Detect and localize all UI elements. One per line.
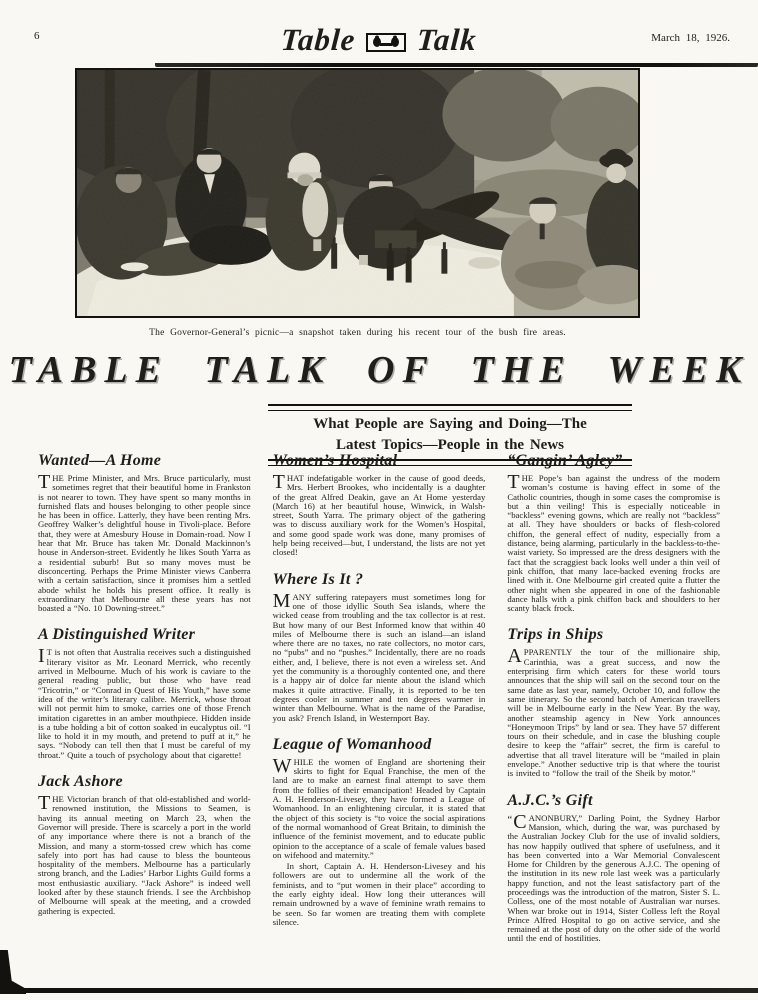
article-paragraph: WHILE the women of England are shortening their skirts to fight for Equal Franchise, the men of the land are to make an earnest final attempt to save them from the follies of their emancipation! Headed by Captain A. H. Henderson-Livesey, they have formed a League of Womanhood. In an enlightening circular, it is stated that the object of this society is “to voice the social aspirations of the normal womanhood of Great Britain, to diminish the influence of the feminist movement, and to educate public opinion to the acceptance of a scale of female values based on wifehood and maternity.”: [272, 754, 486, 860]
article-title: Women’s Hospital: [272, 452, 398, 469]
article-title: “Gangin’ Agley”: [507, 452, 623, 469]
masthead: [0, 22, 758, 60]
drop-cap: I: [38, 645, 45, 668]
drop-cap: W: [272, 754, 292, 777]
photo-caption: The Governor-General’s picnic—a snapshot taken during his recent tour of the bush fire areas.: [149, 328, 566, 338]
article-paragraph: In short, Captain A. H. Henderson-Livesey and his followers are out to undermine all the work of the feminists, and to “put women in their place” according to the early eighty ideal. How long their utterances will remain undrowned by a wave of feminine wrath remains to be seen. So far women are treating them with complete silence.: [272, 861, 486, 927]
article-paragraph: THE Victorian branch of that old-established and world-renowned institution, the Missions to Seamen, is having its annual meeting on March 23, when the Governor will preside. There is scarcely a port in the world of any importance where there is not a branch of the Mission, and many a storm-tossed crew which has come safely into port has had cause to bless the bounteous hospitality of the members. Melbourne has a particularly strong branch, and the Ladies’ Harbor Lights Guild forms a most enthusiastic auxiliary. “Jack Ashore” is indeed well looked after by these staunch friends. I see the Archbishop of Melbourne will speak at the meeting, and a crowded gathering is expected.: [38, 792, 251, 916]
article-columns: [38, 452, 720, 957]
masthead-word-talk: Talk: [415, 22, 479, 57]
article-title: Trips in Ships: [507, 626, 604, 644]
article-paragraph: THE Prime Minister, and Mrs. Bruce particularly, must sometimes regret that their beautiful home in Frankston is not nearer to town. They have spent so many months in furnished flats and houses belonging to other people since he has been in office. Latterly, they have been renting Mrs. Geoffrey Walker’s delightful house in Tivoli-place. Before that, they were at Amesbury House in Domain-road. Now I hear that Mr. Bruce has taken Mr. Donald Mackinnon’s house in Anderson-street. Evidently he likes South Yarra as a residential suburb! But so many moves must be disconcerting. Perhaps the Prime Minister views Canberra with a certain satisfaction, since it promises him a settled abode whilst he holds his present office. It really is extraordinary that Melbourne all these years has not boasted a “No. 10 Downing-street.”: [38, 471, 251, 614]
article-title: A Distinguished Writer: [38, 626, 196, 644]
leading-quote: “: [507, 813, 513, 826]
article: [38, 452, 251, 613]
drop-cap: T: [38, 471, 51, 493]
article: [38, 773, 251, 916]
diners-at-table-emblem-icon: [366, 24, 406, 60]
column-1: [38, 452, 251, 957]
article-paragraph: THE Pope’s ban against the undress of the modern woman’s costume is having effect in some of the Catholic countries, though in some cases the compromise is but a thin veiling! This is especially noticeable in “backless” evening gowns, which are really not “backless” at all. They have shoulders or backs of flesh-colored chiffon, the general effect of nudity, especially from a distance, being alarming, particularly in the backless-to-the-waist variety. So impressed are the dress designers with the fact that the scraggiest back looks well under a thin veil of pink chiffon, that many lace-backed evening frocks are lined with it. One Melbourne girl created quite a flutter the other night when she appeared in one of the fashionable dance halls with a pink chiffon back and shoulders to her scanty black frock.: [507, 471, 721, 614]
drop-cap: C: [513, 810, 527, 833]
article: [38, 626, 251, 760]
article-paragraph: I T is not often that Australia receives such a distinguished literary visitor as Mr. Leonard Merrick, who recently arrived in Melbourne. Much of his work is caviare to the general reading public, but those who have read “Tricotrin,” or “Conrad in Quest of His Youth,” have some idea of the writer’s literary calibre. Merrick, whose throat will not permit him to smoke, carries one of those French imitation cigarettes in an amber mouthpiece. Hidden inside is a tube holding a bit of cotton soaked in eucalyptus oil. “I like to hold it in my mouth, and pretend to puff at it,” he says. “Nobody can tell then that I must be careful of my throat.” Quite a touch of psychology about that cigarette!: [38, 645, 251, 760]
article-title: Jack Ashore: [38, 773, 123, 791]
top-double-rule: [268, 404, 632, 411]
column-3: [507, 452, 720, 957]
picnic-photograph: [75, 68, 640, 318]
masthead-word-table: Table: [279, 22, 357, 57]
article-title: League of Womanhood: [272, 735, 432, 753]
article-title: Where Is It ?: [272, 570, 364, 588]
article: [507, 792, 720, 944]
article-title: A.J.C.’s Gift: [507, 791, 593, 809]
article: [273, 736, 486, 927]
article-paragraph: THAT indefatigable worker in the cause of good deeds, Mrs. Herbert Brookes, who incidentally is a daughter of the great Alfred Deakin, gave an At Home yesterday (March 16) at her beautiful house, Winwick, in Walsh-street, South Yarra. The primary object of the gathering was to discuss auxiliary work for the Women’s Hospital, and some good spade work was done, many promises of help being received—but, I understand, the lists are not yet closed!: [272, 471, 486, 558]
article: [273, 571, 486, 723]
article-title: Wanted—A Home: [38, 452, 162, 469]
drop-cap: M: [272, 589, 291, 612]
article-paragraph: “ C ANONBURY,” Darling Point, the Sydney Harbor Mansion, which, during the war, was purchased by the Australian Jockey Club for the use of invalid soldiers, has now happily outlived that sphere of usefulness, and it has been converted into a War Memorial Convalescent Home for Children by the generous A.J.C. The opening of the institution in its new role last week was a particularly happy function, and not the least satisfactory part of the proceedings was the introduction of the matron, Sister S. L. Colless, one of the most notable of Australian war nurses. When war broke out in 1914, Sister Colless left the Royal Prince Alfred Hospital to go on active service, and she remained at the post of duty on the other side of the world until the end of hostilities.: [507, 810, 721, 944]
drop-cap: T: [272, 471, 285, 493]
subtitle-line-2: Latest Topics—People in the News: [335, 436, 564, 453]
drop-cap: A: [507, 645, 522, 668]
article: [507, 452, 720, 613]
footer-rule: [0, 988, 758, 993]
drop-cap: T: [38, 792, 51, 815]
section-headline: TABLE TALK OF THE WEEK: [8, 349, 750, 391]
page-number: 6: [34, 30, 40, 42]
article-paragraph: APPARENTLY the tour of the millionaire ship, Carinthia, was a great success, and now the enterprising firm which caters for these world tours announces that the ship will sail on the second tour on the same date as last year, namely, October 10, and follow the same itinerary. So the second batch of American travellers will be in Melbourne early in the New Year. By the way, another steamship agency in New York announces “Honeymoon Trips” by land or sea. They have 57 different tours on their schedule, and in case the blushing couple desire to keep the “affair” secret, the firm is careful to advertise that all travel literature will be “mailed in plain envelope.” Another seductive trip is that where the tourist is invited to “follow the trail of the Sheik by motor.”: [507, 645, 721, 779]
article: [507, 626, 720, 778]
issue-date: March 18, 1926.: [651, 32, 730, 44]
header-rule: [155, 63, 758, 67]
drop-cap: T: [507, 471, 520, 493]
column-2: [273, 452, 486, 957]
subtitle-line-1: What People are Saying and Doing—The: [313, 416, 587, 432]
article-paragraph: MANY suffering ratepayers must sometimes long for one of those idyllic South Sea islands, where the wicked cease from troubling and the tax collector is at rest. But how many of our Best Informed know that within 40 miles of Melbourne there is such an island—an island where there are no taxes, no rate collectors, no motor cars, no “pubs” and no “pushes.” Incidentally, there are no roads either, and, I believe, there is not even a wireless set. And yet the community is a thoroughly contented one, and there is a happy air of dolce far niente about the island which makes it quite attractive. Finally, it is reported to be ten degrees cooler in summer and ten degrees warmer in winter than Melbourne. What is the name of the Paradise, you ask? French Island, in Westernport Bay.: [272, 589, 486, 723]
article: [273, 452, 486, 558]
